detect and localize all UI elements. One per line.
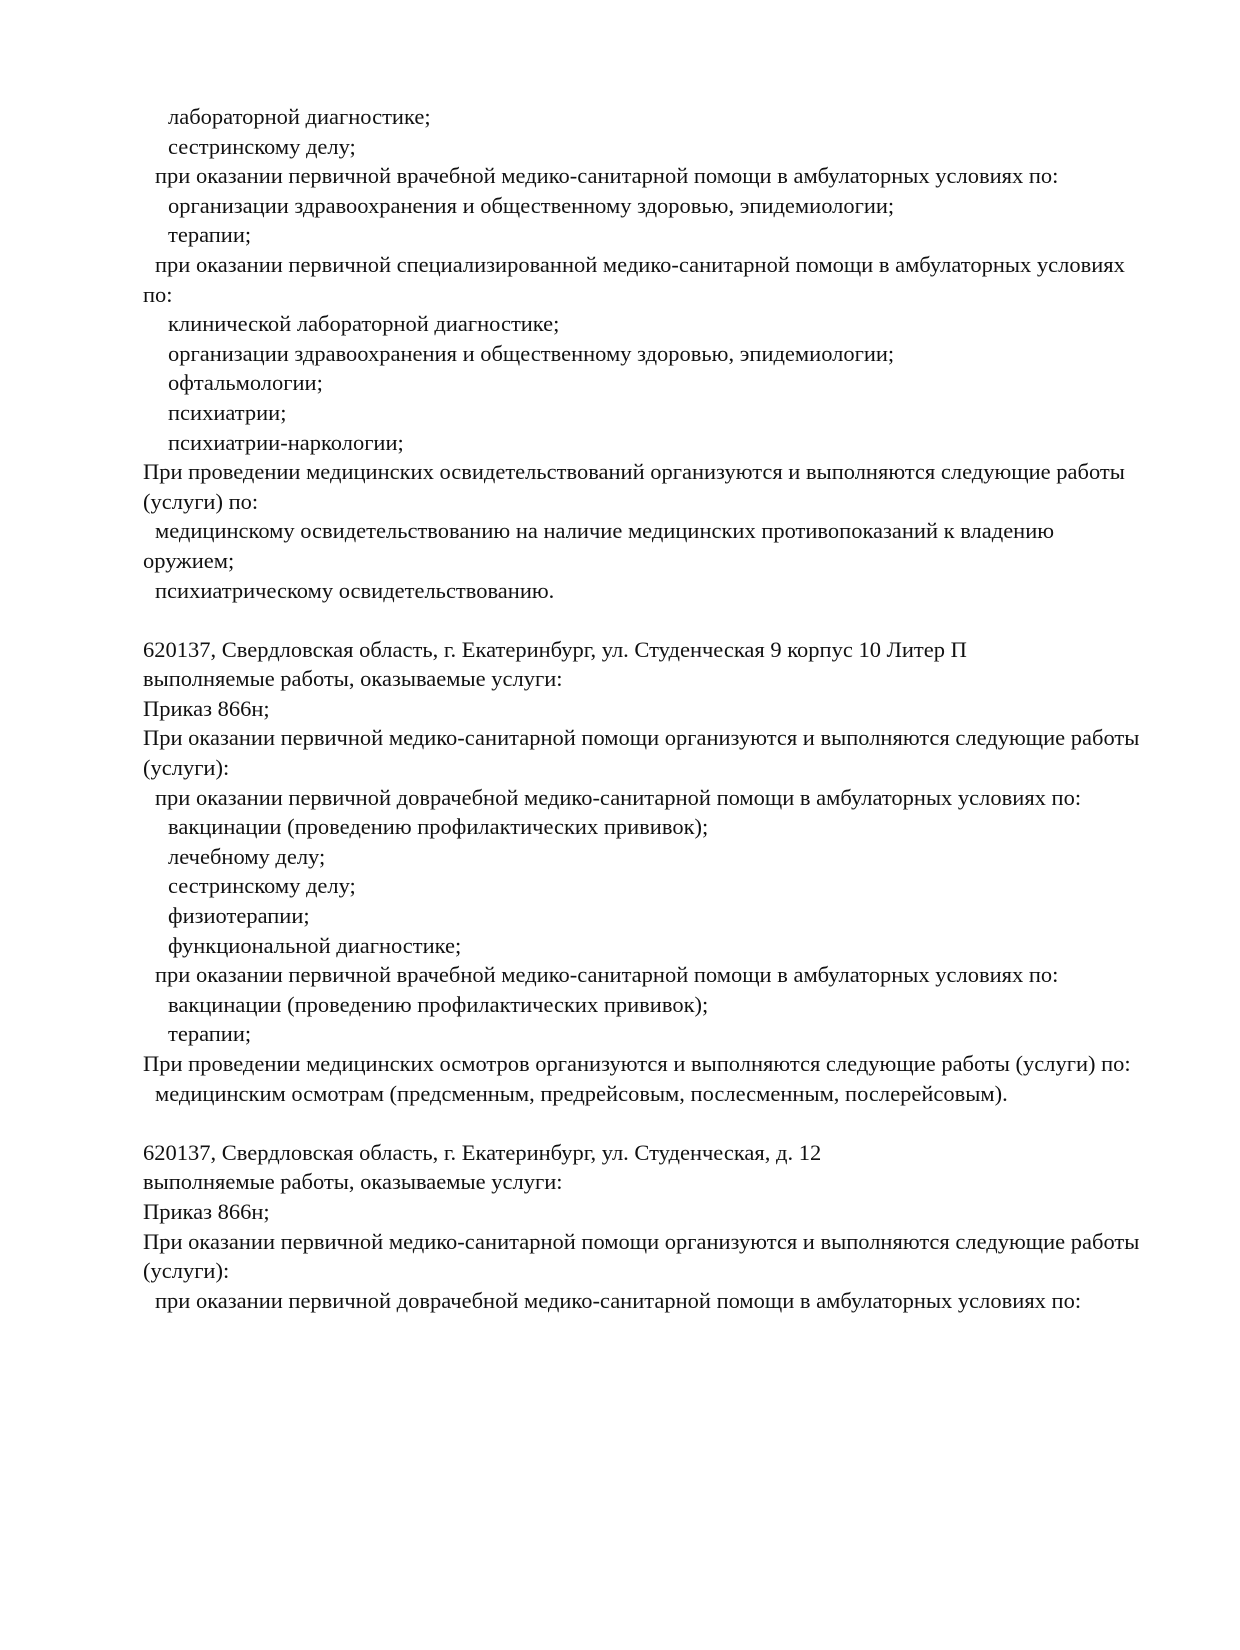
list-heading: при оказании первичной врачебной медико-санитарной помощи в амбулаторных условиях по:: [155, 163, 1059, 189]
list-item: функциональной диагностике;: [168, 932, 462, 958]
paragraph-gap: [143, 1108, 1143, 1138]
list-heading: при оказании первичной специализированной медико-санитарной помощи в амбулаторных условиях по:: [143, 251, 1131, 307]
paragraph-gap: [143, 605, 1143, 635]
list-item: терапии;: [168, 222, 252, 248]
list-item: вакцинации (проведению профилактических прививок);: [168, 991, 709, 1017]
list-heading: при оказании первичной врачебной медико-санитарной помощи в амбулаторных условиях по:: [155, 962, 1059, 988]
list-heading: медицинскому освидетельствованию на наличие медицинских противопоказаний к владению оружием;: [143, 518, 1060, 573]
paragraph: Приказ 866н;: [143, 695, 270, 721]
list-item: сестринскому делу;: [168, 873, 356, 899]
paragraph: При оказании первичной медико-санитарной помощи организуются и выполняются следующие работы (услуги):: [143, 725, 1145, 781]
list-item: офтальмологии;: [168, 370, 323, 396]
list-heading: при оказании первичной доврачебной медико-санитарной помощи в амбулаторных условиях по:: [155, 1287, 1082, 1313]
list-item: психиатрии-наркологии;: [168, 429, 404, 455]
paragraph: выполняемые работы, оказываемые услуги:: [143, 666, 563, 692]
list-heading: при оказании первичной доврачебной медико-санитарной помощи в амбулаторных условиях по:: [155, 784, 1082, 810]
list-item: сестринскому делу;: [168, 133, 356, 159]
paragraph: При оказании первичной медико-санитарной помощи организуются и выполняются следующие работы (услуги):: [143, 1228, 1145, 1284]
paragraph: При проведении медицинских освидетельствований организуются и выполняются следующие работы (услуги) по:: [143, 459, 1131, 514]
list-item: психиатрии;: [168, 399, 287, 425]
list-item: вакцинации (проведению профилактических прививок);: [168, 814, 709, 840]
paragraph: При проведении медицинских осмотров организуются и выполняются следующие работы (услуги) по:: [143, 1051, 1131, 1076]
list-item: организации здравоохранения и общественному здоровью, эпидемиологии;: [168, 192, 895, 218]
document-page: [143, 102, 1143, 1315]
list-item: организации здравоохранения и общественному здоровью, эпидемиологии;: [168, 340, 895, 366]
list-item: лабораторной диагностике;: [168, 104, 431, 129]
list-item: терапии;: [168, 1021, 252, 1047]
paragraph: 620137, Свердловская область, г. Екатеринбург, ул. Студенческая, д. 12: [143, 1139, 822, 1165]
paragraph: выполняемые работы, оказываемые услуги:: [143, 1169, 563, 1195]
list-heading: психиатрическому освидетельствованию.: [155, 577, 555, 603]
paragraph: Приказ 866н;: [143, 1198, 270, 1224]
paragraph: 620137, Свердловская область, г. Екатеринбург, ул. Студенческая 9 корпус 10 Литер П: [143, 636, 967, 662]
list-heading: медицинским осмотрам (предсменным, предрейсовым, послесменным, послерейсовым).: [155, 1080, 1008, 1106]
list-item: лечебному делу;: [168, 843, 326, 869]
list-item: физиотерапии;: [168, 903, 310, 929]
list-item: клинической лабораторной диагностике;: [168, 311, 560, 337]
